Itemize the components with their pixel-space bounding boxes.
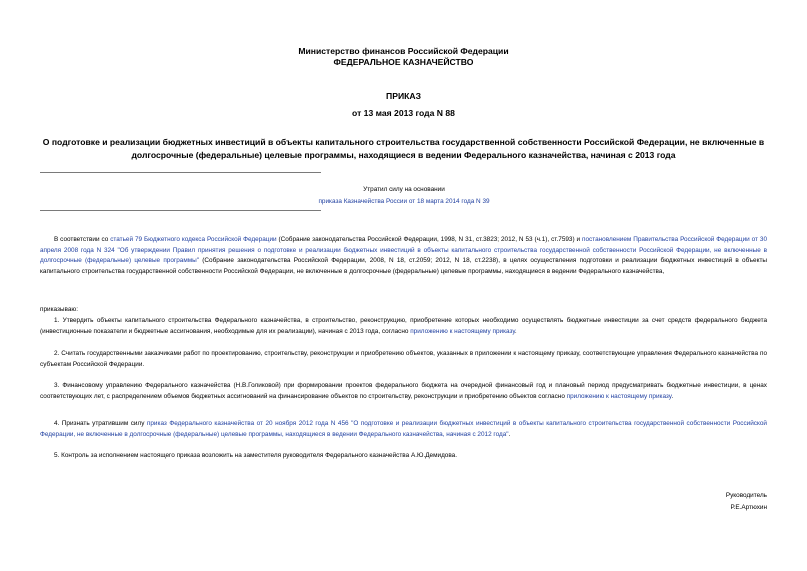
clause-3 xyxy=(40,381,767,402)
divider-top xyxy=(40,172,321,173)
budget-code-link[interactable]: статьей 79 Бюджетного кодекса Российской Федерации xyxy=(110,236,277,243)
document-title: О подготовке и реализации бюджетных инвестиций в объекты капитального строительства государственной собственности Российской Федерации, не включенные в долгосрочные (федеральные) целевые программы, находящиеся в ведении Федерального казначейства, начиная с 2013 года xyxy=(42,137,765,160)
clause-5 xyxy=(40,451,767,462)
preamble-text-3: (Собрание законодательства Российской Федерации, 2008, N 18, ст.2059; 2012, N 18, ст.2238), в целях осуществления подготовки и реализации бюджетных инвестиций в объекты капитального строительства государственной собственности Российской Федерации, не включенные в долгосрочные (федеральные) целевые программы, находящиеся в ведении Федерального казначейства, xyxy=(40,257,767,275)
appendix-link-1[interactable]: приложению к настоящему приказу xyxy=(410,327,515,335)
document-type: ПРИКАЗ xyxy=(386,91,421,101)
clause-2-text: 2. Считать государственными заказчиками работ по проектированию, строительству, реконструкции и приобретению объектов, указанных в приложении к настоящему приказу, соответствующие управления Федерального казначейства по субъектам Российской Федерации. xyxy=(40,350,767,368)
clause-4-text: 4. Признать утратившим силу xyxy=(54,420,147,427)
agency-name: ФЕДЕРАЛЬНОЕ КАЗНАЧЕЙСТВО xyxy=(333,57,474,67)
clause-3-text: 3. Финансовому управлению Федерального казначейства (Н.В.Голиковой) при формировании проектов федерального бюджета на очередной финансовый год и плановый период предусматривать бюджетные инвестиции, в ценах соответствующих лет, с распределением объемов бюджетных ассигнований на финансирование объектов по строительству, реконструкции и приобретению объектов согласно xyxy=(40,382,767,400)
clause-1-end: . xyxy=(514,327,517,335)
clause-4-end: . xyxy=(508,430,511,438)
clause-5-text: 5. Контроль за исполнением настоящего приказа возложить на заместителя руководителя Федерального казначейства А.Ю.Демидова. xyxy=(54,452,458,459)
status-note xyxy=(181,184,627,208)
signatory-name: Р.Е.Артюхин xyxy=(730,504,767,511)
preamble-paragraph xyxy=(40,235,767,277)
document-date: от 13 мая 2013 года N 88 xyxy=(352,108,455,118)
clause-4 xyxy=(40,419,767,440)
preamble-text-1: В соответствии со xyxy=(54,236,111,243)
repealed-order-link[interactable]: приказ Федерального казначейства от 20 ноября 2012 года N 456 "О подготовке и реализации бюджетных инвестиций в объекты капитального строительства государственной собственности Российской Федерации, не включенные в долгосрочные (федеральные) целевые программы, находящиеся в ведении Федерального казначейства, начиная с 2012 года" xyxy=(40,420,767,438)
signature-block xyxy=(567,490,767,514)
signatory-position: Руководитель xyxy=(725,492,767,499)
status-note-text: Утратил силу на основании xyxy=(363,186,445,193)
clause-1-text: 1. Утвердить объекты капитального строительства Федерального казначейства, в строительство, реконструкцию, приобретение которых необходимо осуществлять бюджетные инвестиции за счет средств федерального бюджета (инвестиционные показатели и бюджетные ассигнования, необходимые для их реализации), начиная с 2013 года, согласно xyxy=(40,317,767,335)
divider-bottom xyxy=(40,210,321,211)
preamble-text-2: (Собрание законодательства Российской Федерации, 1998, N 31, ст.3823; 2012, N 53 (ч.1), ст.7593) и xyxy=(276,236,583,243)
order-word: приказываю: xyxy=(40,306,78,313)
clause-3-end: . xyxy=(671,392,674,400)
clause-2 xyxy=(40,349,767,370)
clause-1 xyxy=(40,316,767,337)
appendix-link-2[interactable]: приложению к настоящему приказу xyxy=(566,392,672,400)
ministry-name: Министерство финансов Российской Федерации xyxy=(298,46,509,56)
status-note-link[interactable]: приказа Казначейства России от 18 марта 2014 года N 39 xyxy=(318,198,490,205)
government-decree-link[interactable]: постановлением Правительства Российской Федерации от 30 апреля 2008 года N 324 "Об утверждении Правил принятия решения о подготовке и реализации бюджетных инвестиций в объекты капитального строительства государственной собственности Российской Федерации, не включенные в долгосрочные (федеральные) целевые программы" xyxy=(40,236,767,265)
